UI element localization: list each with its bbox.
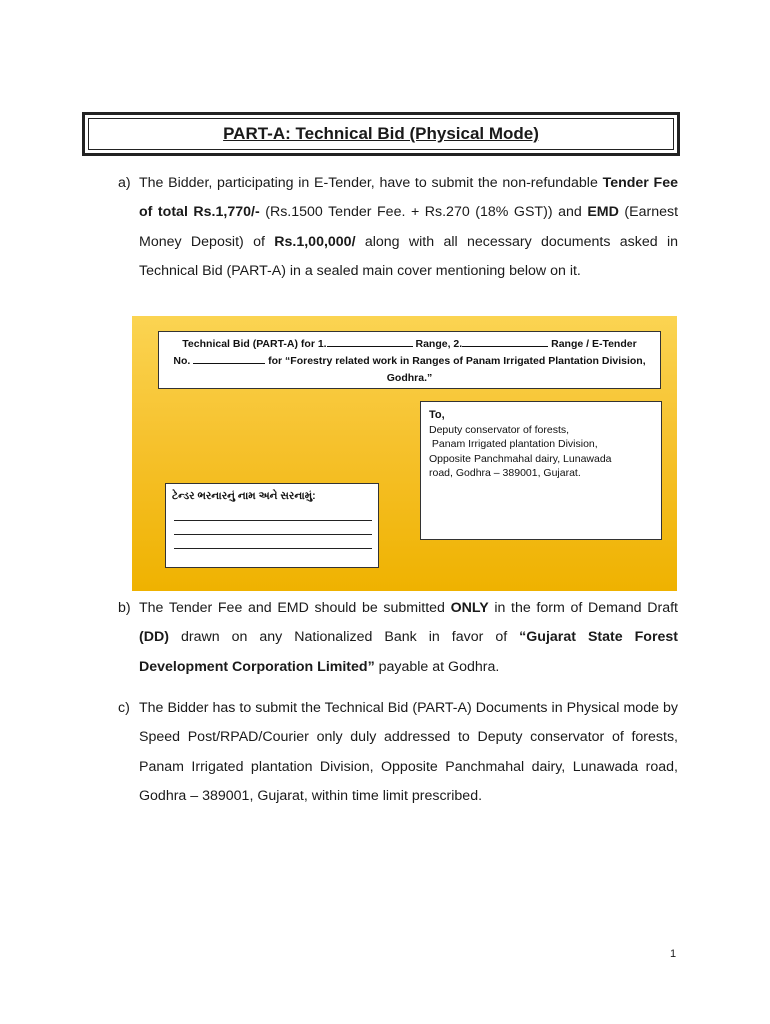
address-line: Panam Irrigated plantation Division, [429, 438, 598, 450]
page-number: 1 [670, 948, 677, 960]
text-run: Range / E-Tender [548, 338, 637, 350]
list-item-c [118, 694, 678, 812]
item-b-text [139, 594, 678, 682]
sender-label: ટેન્ડર ભરનારનું નામ અને સરનામું: [172, 490, 316, 502]
title-box [82, 112, 680, 156]
bold-run: Rs.1,00,000/ [274, 233, 356, 250]
list-item-a [118, 169, 678, 287]
address-line: Opposite Panchmahal dairy, Lunawada [429, 452, 612, 465]
item-a-text [139, 169, 678, 287]
page-title: PART-A: Technical Bid (Physical Mode) [223, 124, 539, 143]
blank-line [193, 363, 265, 364]
item-marker: c) [118, 700, 130, 716]
text-run: The Tender Fee and EMD should be submitted [139, 600, 451, 616]
cover-line-2 [165, 353, 654, 387]
text-run: for “Forestry related work in Ranges of Panam Irrigated Plantation Division, Godhra.” [265, 355, 646, 384]
text-run: drawn on any Nationalized Bank in favor of [168, 629, 520, 646]
text-run: Range, 2. [412, 338, 463, 350]
blank-line [174, 507, 372, 521]
bold-run: (DD) [139, 629, 169, 646]
item-marker: b) [118, 600, 131, 616]
item-marker: a) [118, 175, 131, 191]
title-box-inner [88, 118, 674, 150]
text-run: Technical Bid (PART-A) for 1. [182, 338, 327, 350]
address-line: road, Godhra – 389001, Gujarat. [429, 467, 581, 479]
item-c-text: The Bidder has to submit the Technical Bid (PART-A) Documents in Physical mode by Speed Post/RPAD/Courier only duly addressed to Deputy conservator of forests, Panam Irrigated plantation Division, Opposite Panchmahal dairy, Lunawada road, Godhra – 389001, Gujarat, within time limit prescribed. [139, 700, 678, 805]
cover-line-1 [165, 336, 654, 353]
text-run: No. [173, 355, 191, 367]
bold-run: Tender Fee of total Rs.1,770/- [139, 175, 678, 221]
bold-run: EMD [587, 204, 619, 221]
text-run: along with all necessary documents asked in Technical Bid (PART-A) in a sealed main cover mentioning below on it. [139, 233, 678, 280]
text-run: The Bidder, participating in E-Tender, have to submit the non-refundable [139, 175, 598, 191]
text-run: (Earnest Money Deposit) of [139, 204, 679, 250]
address-box [420, 401, 662, 540]
address-heading: To, [429, 409, 445, 421]
sender-box [165, 483, 379, 568]
cover-illustration [132, 316, 677, 591]
bold-run: “Gujarat State Forest Development Corporation Limited” [139, 629, 679, 675]
blank-line [174, 521, 372, 535]
blank-line [174, 535, 372, 549]
list-item-b [118, 594, 678, 682]
text-run: payable at Godhra. [374, 658, 500, 675]
blank-line [327, 346, 413, 347]
address-line: Deputy conservator of forests, [429, 423, 570, 436]
blank-line [462, 346, 548, 347]
text-run: in the form of Demand Draft [488, 600, 678, 616]
cover-header-box [158, 331, 661, 389]
text-run: (Rs.1500 Tender Fee. + Rs.270 (18% GST)) and [259, 204, 588, 221]
bold-run: ONLY [450, 600, 489, 616]
